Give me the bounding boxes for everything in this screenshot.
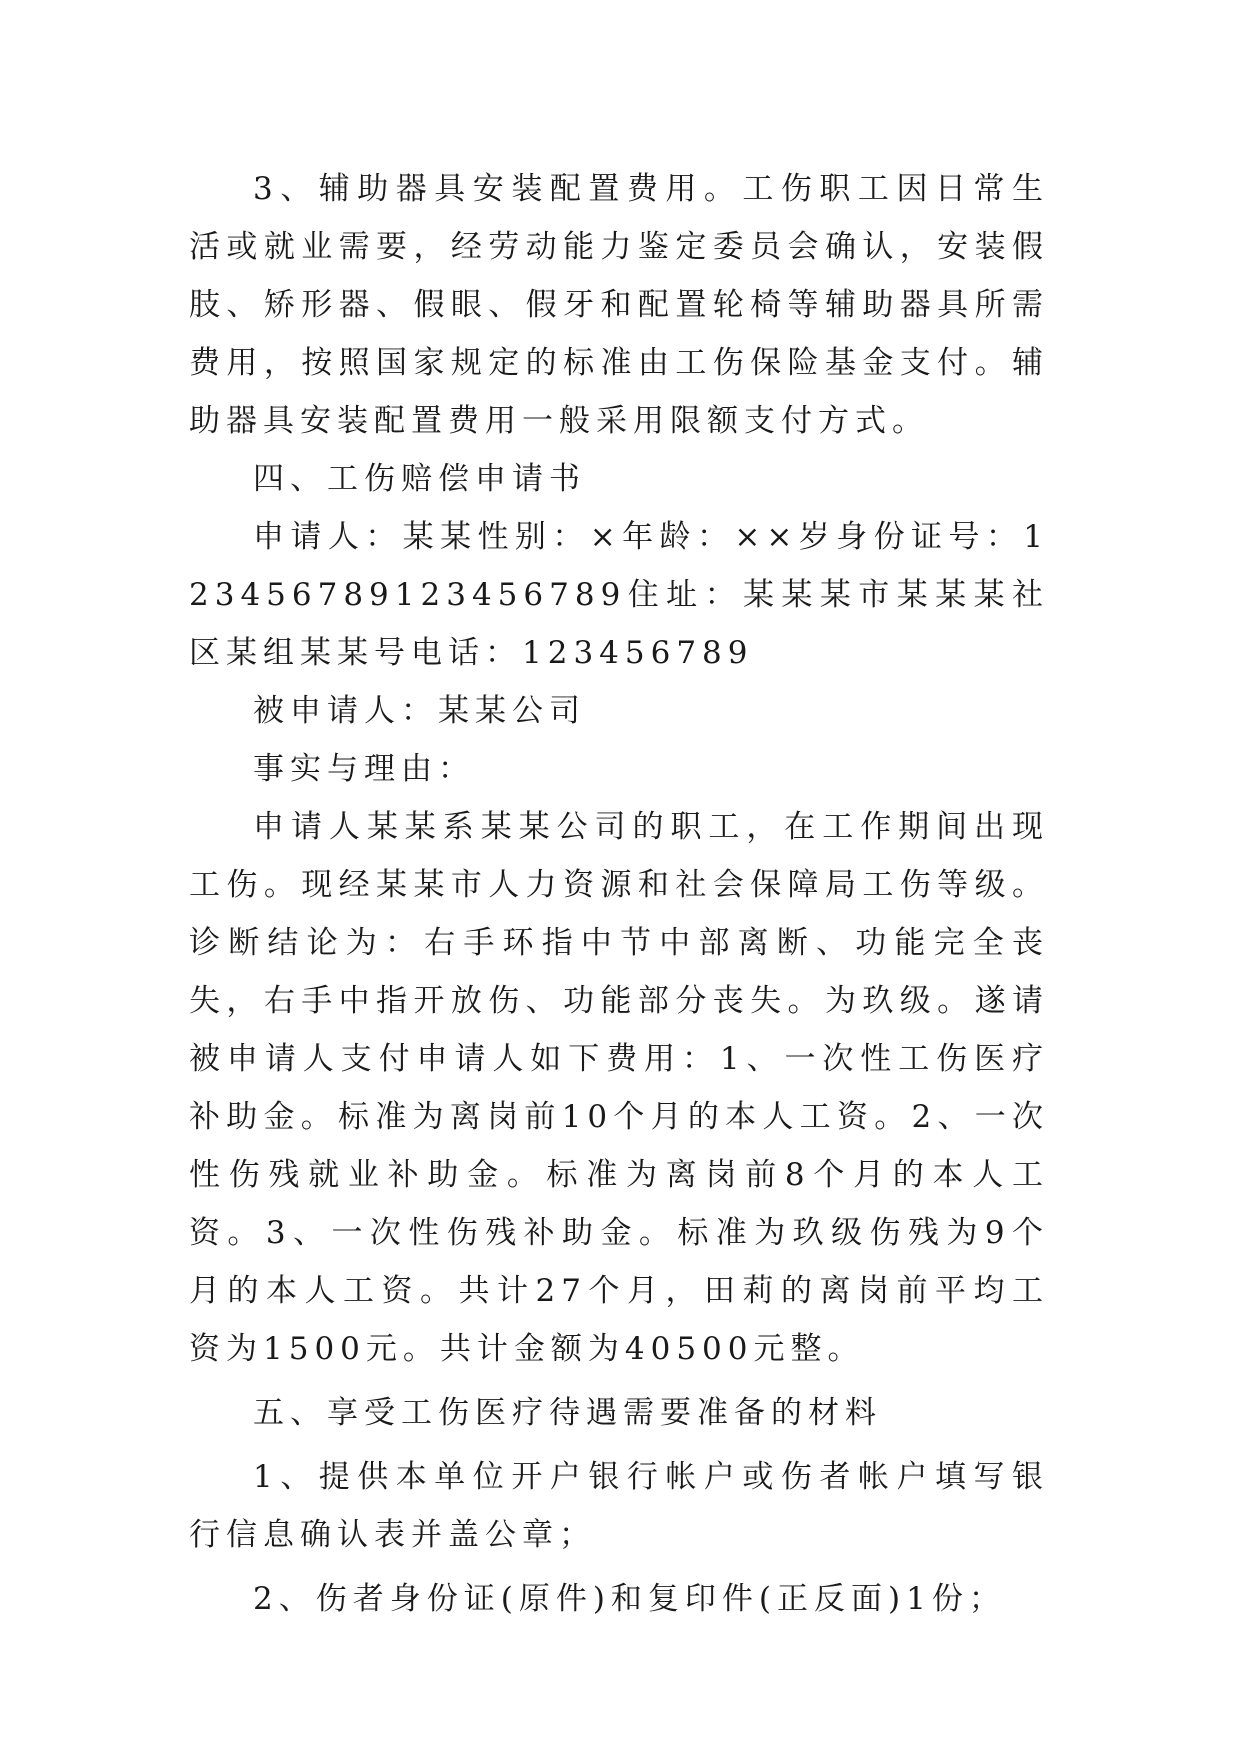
section-heading-compensation-application: 四、工伤赔偿申请书 bbox=[253, 461, 586, 497]
paragraph-applicant-info: 申请人：某某性别：×年龄：××岁身份证号：123456789123456789住址：某某某市某某某社区某组某某号电话：123456789 bbox=[189, 519, 1049, 671]
paragraph-assistive-devices-fee: 3、辅助器具安装配置费用。工伤职工因日常生活或就业需要，经劳动能力鉴定委员会确认，安装假肢、矫形器、假眼、假牙和配置轮椅等辅助器具所需费用，按照国家规定的标准由工伤保险基金支付。辅助器具安装配置费用一般采用限额支付方式。 bbox=[189, 171, 1049, 439]
paragraph-facts-and-reasons-heading: 事实与理由： bbox=[253, 751, 475, 787]
paragraph-respondent: 被申请人：某某公司 bbox=[253, 693, 586, 729]
section-heading-required-materials: 五、享受工伤医疗待遇需要准备的材料 bbox=[253, 1395, 882, 1431]
list-item-id-card: 2、伤者身份证(原件)和复印件(正反面)1份； bbox=[253, 1581, 1006, 1617]
list-item-bank-account: 1、提供本单位开户银行帐户或伤者帐户填写银行信息确认表并盖公章； bbox=[189, 1459, 1049, 1553]
paragraph-facts-and-reasons: 申请人某某系某某公司的职工，在工作期间出现工伤。现经某某市人力资源和社会保障局工伤等级。诊断结论为：右手环指中节中部离断、功能完全丧失，右手中指开放伤、功能部分丧失。为玖级。遂请被申请人支付申请人如下费用：1、一次性工伤医疗补助金。标准为离岗前10个月的本人工资。2、一次性伤残就业补助金。标准为离岗前8个月的本人工资。3、一次性伤残补助金。标准为玖级伤残为9个月的本人工资。共计27个月，田莉的离岗前平均工资为1500元。共计金额为40500元整。 bbox=[189, 809, 1049, 1367]
document-body bbox=[189, 160, 1049, 1628]
